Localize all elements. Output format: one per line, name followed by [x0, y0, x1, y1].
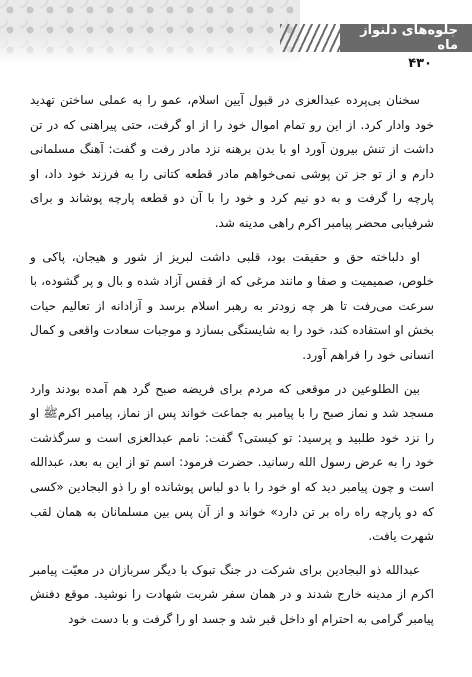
book-title-bar: [340, 24, 472, 52]
page-body: [30, 88, 434, 640]
book-title: جلوه‌های دلنواز ماه: [360, 23, 458, 53]
page-number: ۴۳۰: [408, 56, 432, 71]
paragraph: بین الطلوعین در موقعی که مردم برای فریضه صبح گرد هم آمده بودند وارد مسجد شد و نماز صبح را با پیامبر به جماعت خواند پس از نماز، پیامبر اکرمﷺ او را نزد خود طلبید و پرسید: تو کیستی؟ گفت: نامم عبدالعزی است و سرگذشت خود را به عرض رسول الله رسانید. حضرت فرمود: اسم تو از این به بعد، عبدالله است و چون پیامبر دید که او خود را با دو لباس پوشانده او را ذو البجادین «کسی که دو پارچه راه راه بر تن دارد» خواند و از آن پس بین مسلمانان به همان لقب شهرت یافت.: [30, 381, 434, 544]
paragraph: عبدالله ذو البجادین برای شرکت در جنگ تبوک با دیگر سربازان در معیّت پیامبر اکرم از مدینه خارج شدند و در همان سفر شربت شهادت را نوشید. موقع دفنش پیامبر گرامی به احترام او داخل قبر شد و جسد او را گرفت و با دست خود: [30, 562, 434, 626]
page-header: [0, 0, 472, 80]
ornament-fade: [0, 0, 300, 62]
paragraph: او دلباخته حق و حقیقت بود، قلبی داشت لبریز از شور و هیجان، پاکی و خلوص، صمیمیت و صفا و مانند مرغی که از قفس آزاد شده و بال و پر گشوده، با سرعت می‌رفت تا هر چه زودتر به رهبر اسلام برسد و آزادانه از تعالیم حیات بخش او استفاده کند، خود را به شایستگی بسازد و موجبات سعادت واقعی و کمال انسانی خود را فراهم آورد.: [30, 249, 434, 362]
paragraph: سخنان بی‌پرده عبدالعزی در قبول آیین اسلام، عمو را به عملی ساختن تهدید خود وادار کرد. از این رو تمام اموال خود را از او گرفت، حتی پیراهنی که در تن داشت از تنش بیرون آورد او با بدن برهنه نزد مادر رفت و گفت: آهنگ مسلمانی دارم و از تو جز تن پوشی نمی‌خواهم مادر قطعه کتانی را به فرزند خود داد، او پارچه را گرفت و به دو نیم کرد و خود را با آن دو قطعه پارچه پوشاند و برای شرفیابی محضر پیامبر اکرم راهی مدینه شد.: [30, 93, 434, 230]
